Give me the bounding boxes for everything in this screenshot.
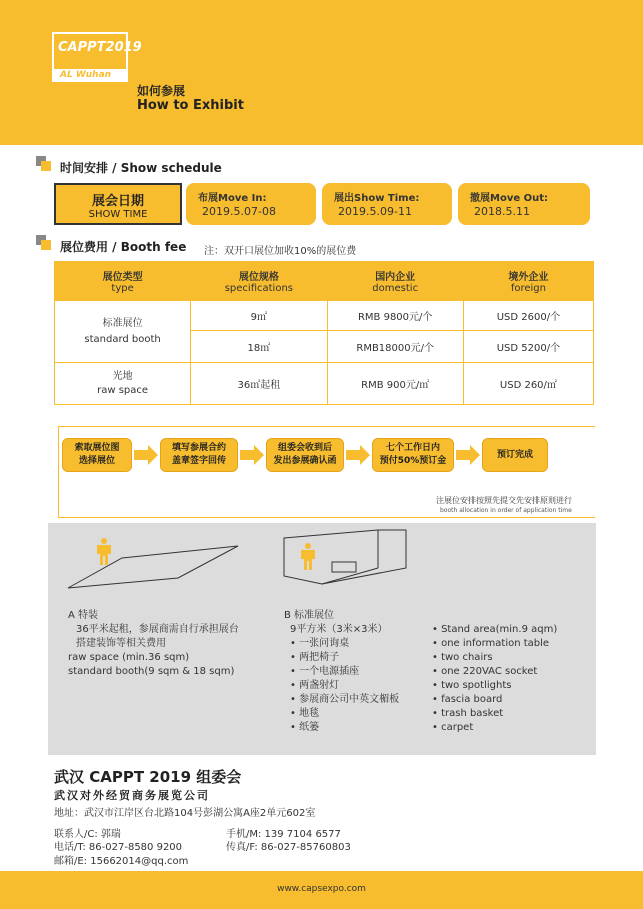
arrow-head-icon xyxy=(148,445,158,465)
col-spec: 展位规格 specifications xyxy=(191,262,327,301)
fee-table xyxy=(54,261,594,405)
booth-b-item-en: • Stand area(min.9 aqm) xyxy=(432,624,558,635)
show-time-label: 展出Show Time: xyxy=(334,193,420,204)
col-domestic: 国内企业 domestic xyxy=(327,262,463,301)
booth-b-item: • 参展商公司中英文楣板 xyxy=(290,694,400,705)
arrow-head-icon xyxy=(360,445,370,465)
foreign-cell: USD 260/㎡ xyxy=(463,363,593,405)
show-time-en: SHOW TIME xyxy=(88,209,148,220)
organizer-fax: 传真/F: 86-027-85760803 xyxy=(226,842,351,853)
raw-space-cell: 光地 raw space xyxy=(55,363,191,405)
booth-b-title: B 标准展位 xyxy=(284,610,335,621)
process-step-5: 预订完成 xyxy=(482,438,548,472)
arrow-icon xyxy=(456,450,470,460)
organizer-mobile: 手机/M: 139 7104 6577 xyxy=(226,829,341,840)
show-time-cn: 展会日期 xyxy=(91,194,144,209)
organizer-title: 武汉 CAPPT 2019 组委会 xyxy=(54,768,242,786)
booth-b-item: • 两盏射灯 xyxy=(290,680,340,691)
logo-line1: CAPPT2019 xyxy=(58,40,142,55)
booth-a-block xyxy=(68,609,239,679)
organizer-phone: 电话/T: 86-027-8580 9200 xyxy=(54,842,183,853)
booth-b-item: • 一张问询桌 xyxy=(290,638,350,649)
arrow-head-icon xyxy=(254,445,264,465)
section-icon xyxy=(36,156,51,171)
arrow-head-icon xyxy=(470,445,480,465)
table-row xyxy=(55,363,594,405)
process-step-1: 索取展位图 选择展位 xyxy=(62,438,132,472)
show-time-box xyxy=(322,183,452,225)
booth-b-item-en: • one 220VAC socket xyxy=(432,666,538,677)
arrow-icon xyxy=(134,450,148,460)
booth-b-en-block xyxy=(432,623,557,735)
page-title-cn: 如何参展 xyxy=(137,84,186,98)
process-note-en: booth allocation in order of application time xyxy=(440,507,572,514)
process-note-cn: 注展位安排按照先提交先安排原则进行 xyxy=(436,496,572,505)
move-out-label: 撤展Move Out: xyxy=(470,193,549,204)
raw-space-illustration xyxy=(60,530,250,600)
domestic-cell: RMB18000元/个 xyxy=(327,331,463,363)
floor-outline xyxy=(68,546,238,588)
table-icon xyxy=(332,562,356,572)
logo-line2: AL Wuhan xyxy=(54,69,126,82)
fee-note: 注：双开口展位加收10%的展位费 xyxy=(204,246,357,257)
booth-a-line: 36平米起租，参展商需自行承担展台 xyxy=(76,624,239,635)
standard-booth-cell: 标准展位 standard booth xyxy=(55,301,191,363)
organizer-email[interactable]: 邮箱/E: 15662014@qq.com xyxy=(54,856,189,867)
booth-b-item-en: • two spotlights xyxy=(432,680,512,691)
arrow-icon xyxy=(240,450,254,460)
arrow-icon xyxy=(346,450,360,460)
col-foreign: 境外企业 foreign xyxy=(463,262,593,301)
spec-cell: 18㎡ xyxy=(191,331,327,363)
show-time-box xyxy=(54,183,182,225)
spec-cell: 36㎡起租 xyxy=(191,363,327,405)
table-header-row xyxy=(55,262,594,301)
page-title-en: How to Exhibit xyxy=(137,98,244,113)
move-in-date: 2019.5.07-08 xyxy=(202,205,276,218)
spec-cell: 9㎡ xyxy=(191,301,327,331)
organizer-address: 地址：武汉市江岸区台北路104号彭湖公寓A座2单元602室 xyxy=(54,808,316,819)
booth-b-item: • 纸篓 xyxy=(290,722,320,733)
booth-a-line: standard booth(9 sqm & 18 sqm) xyxy=(68,666,235,677)
booth-b-item-en: • trash basket xyxy=(432,708,504,719)
organizer-contact: 联系人/C: 郭瑞 xyxy=(54,829,121,840)
move-in-box xyxy=(186,183,316,225)
booth-b-item-en: • fascia board xyxy=(432,694,503,705)
move-in-label: 布展Move In: xyxy=(198,193,267,204)
col-type: 展位类型 type xyxy=(55,262,191,301)
booth-b-item-en: • carpet xyxy=(432,722,474,733)
footer-url[interactable]: www.capsexpo.com xyxy=(277,884,366,894)
process-step-3: 组委会收到后 发出参展确认函 xyxy=(266,438,344,472)
fee-heading: 展位费用 / Booth fee xyxy=(60,240,187,254)
move-out-date: 2018.5.11 xyxy=(474,205,530,218)
booth-b-item: • 地毯 xyxy=(290,708,320,719)
show-time-date: 2019.5.09-11 xyxy=(338,205,412,218)
person-icon xyxy=(97,538,111,565)
table-row xyxy=(55,301,594,331)
domestic-cell: RMB 9800元/个 xyxy=(327,301,463,331)
foreign-cell: USD 2600/个 xyxy=(463,301,593,331)
process-step-4: 七个工作日内 预付50%预订金 xyxy=(372,438,454,472)
foreign-cell: USD 5200/个 xyxy=(463,331,593,363)
move-out-box xyxy=(458,183,590,225)
booth-b-item-en: • one information table xyxy=(432,638,550,649)
standard-booth-illustration xyxy=(282,528,412,586)
process-step-2: 填写参展合约 盖章签字回传 xyxy=(160,438,238,472)
booth-b-sub: 9平方米（3米×3米） xyxy=(290,624,388,635)
booth-b-item-en: • two chairs xyxy=(432,652,493,663)
section-icon xyxy=(36,235,51,250)
booth-b-item: • 两把椅子 xyxy=(290,652,340,663)
booth-b-item: • 一个电源插座 xyxy=(290,666,360,677)
booth-a-title: A 特装 xyxy=(68,610,99,621)
cappt-logo xyxy=(52,32,142,82)
booth-a-line: raw space (min.36 sqm) xyxy=(68,652,190,663)
schedule-heading: 时间安排 / Show schedule xyxy=(60,161,222,175)
organizer-company: 武汉对外经贸商务展览公司 xyxy=(54,789,210,802)
booth-a-line: 搭建装饰等相关费用 xyxy=(76,638,166,649)
domestic-cell: RMB 900元/㎡ xyxy=(327,363,463,405)
booth-b-block xyxy=(284,609,399,735)
